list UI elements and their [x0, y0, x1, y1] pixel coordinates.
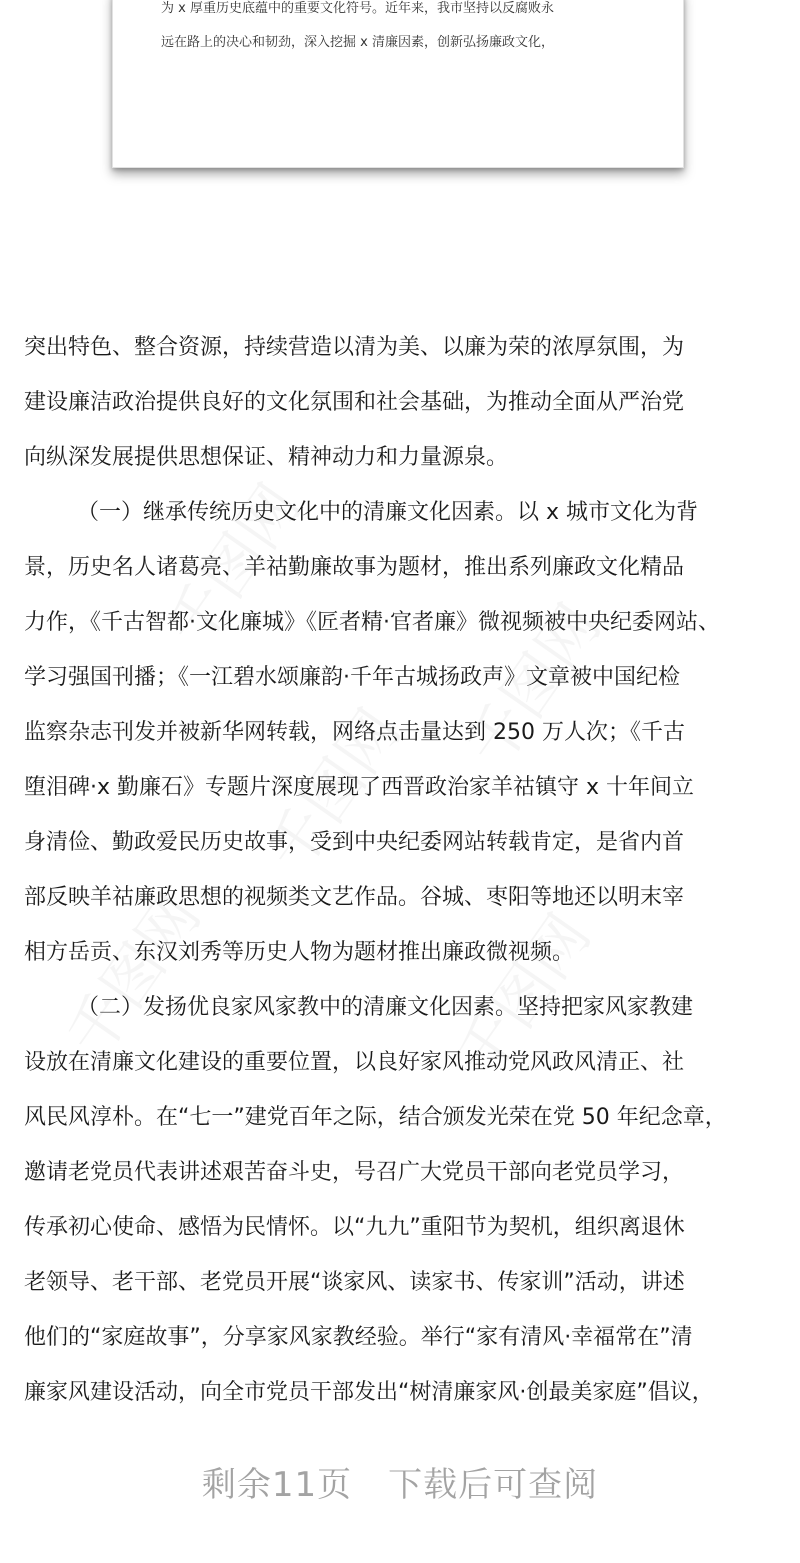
preview-line: 远在路上的决心和韧劲，深入挖掘 x 清廉因素，创新弘扬廉政文化， [161, 35, 554, 50]
text-line: 建设廉洁政治提供良好的文化氛围和社会基础，为推动全面从严治党 [24, 390, 685, 415]
text-line: 风民风淳朴。在“七一”建党百年之际，结合颁发光荣在党 50 年纪念章， [24, 1105, 727, 1130]
watermark-glyph: 千图网 [443, 902, 605, 1090]
text-line: 老领导、老干部、老党员开展“谈家风、读家书、传家训”活动，讲述 [24, 1270, 685, 1295]
watermark-glyph: 千图网 [453, 592, 615, 780]
text-line: 他们的“家庭故事”，分享家风家教经验。举行“家有清风·幸福常在”清 [24, 1325, 693, 1350]
download-action-label[interactable]: 下载后可查阅 [388, 1465, 599, 1505]
text-line: 向纵深发展提供思想保证、精神动力和力量源泉。 [24, 445, 509, 470]
preview-line: 为 x 厚重历史底蕴中的重要文化符号。近年来，我市坚持以反腐败永 [161, 1, 554, 16]
text-line: 监察杂志刊发并被新华网转载，网络点击量达到 250 万人次；《千古 [24, 720, 685, 745]
remaining-pages-label: 剩余11页 [201, 1465, 353, 1505]
download-prompt[interactable] [0, 1453, 800, 1517]
text-line: 景，历史名人诸葛亮、羊祜勤廉故事为题材，推出系列廉政文化精品 [24, 555, 685, 580]
text-line: 相方岳贡、东汉刘秀等历史人物为题材推出廉政微视频。 [24, 940, 575, 965]
text-line: 廉家风建设活动，向全市党员干部发出“树清廉家风·创最美家庭”倡议， [24, 1380, 714, 1405]
document-preview-card [112, 0, 684, 168]
text-line: 突出特色、整合资源，持续营造以清为美、以廉为荣的浓厚氛围，为 [24, 335, 685, 360]
watermark-glyph: 千图网 [53, 882, 215, 1070]
section-heading-line: （二）发扬优良家风家教中的清廉文化因素。坚持把家风家教建 [77, 995, 694, 1020]
text-line: 堕泪碑·x 勤廉石》专题片深度展现了西晋政治家羊祜镇守 x 十年间立 [24, 775, 695, 800]
text-line: 力作，《千古智都·文化廉城》《匠者精·官者廉》微视频被中央纪委网站、 [24, 610, 720, 635]
watermark-glyph: 千图网 [153, 472, 315, 660]
text-line: 传承初心使命、感悟为民情怀。以“九九”重阳节为契机，组织离退休 [24, 1215, 685, 1240]
document-body [24, 320, 800, 1420]
text-line: 学习强国刊播；《一江碧水颂廉韵·千年古城扬政声》文章被中国纪检 [24, 665, 680, 690]
text-line: 身清俭、勤政爱民历史故事，受到中央纪委网站转载肯定，是省内首 [24, 830, 685, 855]
watermark-glyph: 千图网 [253, 697, 415, 885]
text-line: 邀请老党员代表讲述艰苦奋斗史，号召广大党员干部向老党员学习， [24, 1160, 685, 1185]
section-heading-line: （一）继承传统历史文化中的清廉文化因素。以 x 城市文化为背 [77, 500, 699, 525]
text-line: 设放在清廉文化建设的重要位置，以良好家风推动党风政风清正、社 [24, 1050, 685, 1075]
text-line: 部反映羊祜廉政思想的视频类文艺作品。谷城、枣阳等地还以明末宰 [24, 885, 685, 910]
